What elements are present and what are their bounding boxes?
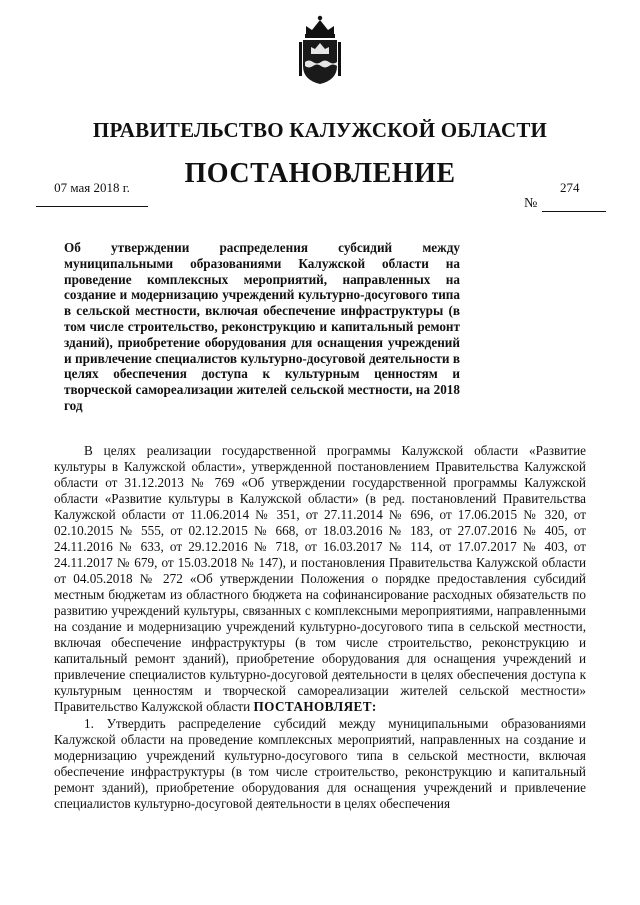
number-value: 274	[560, 180, 580, 195]
government-title: ПРАВИТЕЛЬСТВО КАЛУЖСКОЙ ОБЛАСТИ	[92, 118, 548, 142]
number-sign: №	[524, 196, 538, 211]
document-body	[54, 443, 586, 812]
item-1-paragraph: 1. Утвердить распределение субсидий между муниципальными образованиями Калужской области на проведение комплексных мероприятий, направленных на создание и модернизацию учреждений культурно-досугового типа в сельской местности, включая обеспечение инфраструктуры (в том числе строительство, реконструкцию и капитальный ремонт зданий), приобретение оборудования для оснащения учреждений и привлечение специалистов культурно-досуговой деятельности в целях обеспечения	[54, 716, 586, 811]
document-subject: Об утверждении распределения субсидий между муниципальными образованиями Калужской области на проведение комплексных мероприятий, направленных на создание и модернизацию учреждений культурно-досугового типа в сельской местности, включая обеспечение инфраструктуры (в том числе строительство, реконструкцию и капитальный ремонт зданий), приобретение оборудования для оснащения учреждений и привлечение специалистов культурно-досуговой деятельности в целях обеспечения доступа к культурным ценностям и творческой самореализации жителей сельской местности, на 2018 год	[64, 240, 460, 413]
document-number	[524, 180, 606, 212]
date-value: 07 мая 2018 г.	[54, 180, 130, 195]
document-date	[36, 180, 148, 207]
kaluga-coat-of-arms-icon	[296, 14, 344, 86]
date-underline	[36, 206, 148, 207]
document-type-title: ПОСТАНОВЛЕНИЕ	[184, 158, 456, 189]
preamble-paragraph	[54, 443, 586, 715]
preamble-text: В целях реализации государственной программы Калужской области «Развитие культуры в Калужской области», утвержденной постановлением Правительства Калужской области от 31.12.2013 № 769 «Об утверждении государственной программы Калужской области «Развитие культуры в Калужской области» (в ред. постановлений Правительства Калужской области от 11.06.2014 № 351, от 27.11.2014 № 696, от 17.06.2015 № 320, от 02.10.2015 № 555, от 02.12.2015 № 668, от 18.03.2016 № 183, от 27.07.2016 № 405, от 24.11.2016 № 633, от 29.12.2016 № 718, от 16.03.2017 № 114, от 17.07.2017 № 403, от 24.11.2017 № 679, от 15.03.2018 № 147), и постановления Правительства Калужской области от 04.05.2018 № 272 «Об утверждении Положения о порядке предоставления субсидий местным бюджетам из областного бюджета на софинансирование расходных обязательств по развитию учреждений культуры, связанных с комплексными мероприятиями, направленными на создание и модернизацию учреждений культурно-досугового типа в сельской местности, включая обеспечение инфраструктуры (в том числе строительство, реконструкцию и капитальный ремонт зданий), приобретение оборудования для оснащения учреждений и привлечение специалистов культурно-досуговой деятельности в целях обеспечения доступа к культурным ценностям и творческой самореализации жителей сельской местности» Правительство Калужской области	[54, 443, 586, 714]
decree-word: ПОСТАНОВЛЯЕТ:	[253, 699, 377, 714]
number-underline	[542, 211, 606, 212]
